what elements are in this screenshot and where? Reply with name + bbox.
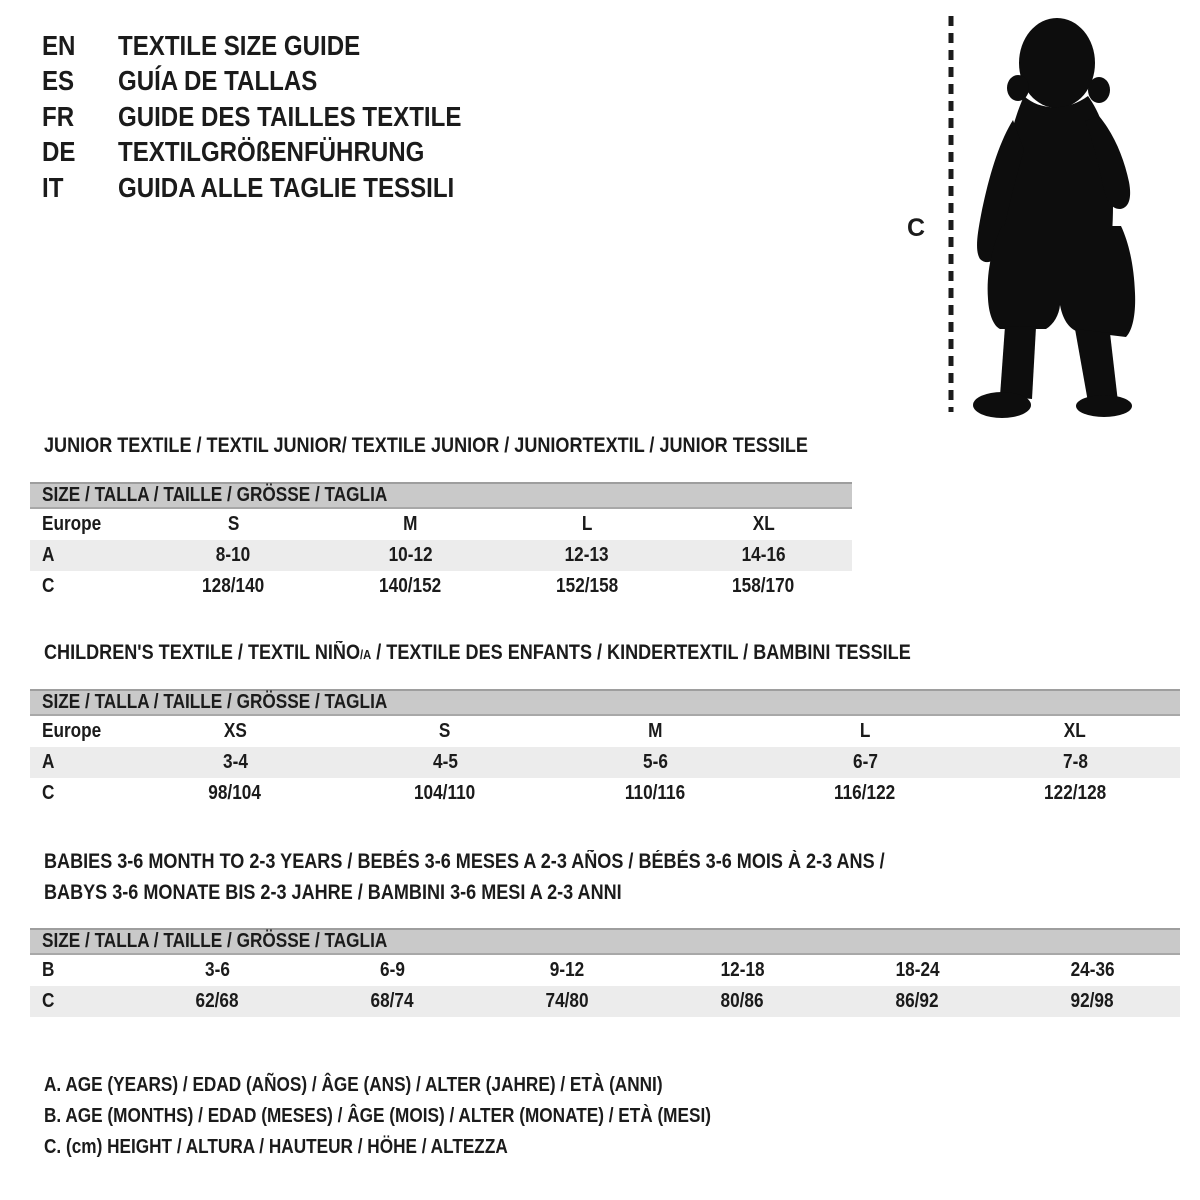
age-cell: 5-6 xyxy=(642,751,668,773)
table-row xyxy=(30,715,1180,747)
age-cell: 3-6 xyxy=(205,959,230,981)
language-row xyxy=(42,170,517,206)
children-size-table xyxy=(30,689,1180,809)
language-row xyxy=(42,99,517,135)
table-row xyxy=(30,747,1180,778)
height-cell: 74/80 xyxy=(545,990,590,1012)
height-cell: 98/104 xyxy=(208,782,262,804)
language-code: DE xyxy=(42,136,76,168)
age-cell: 8-10 xyxy=(216,544,251,566)
row-label: Europe xyxy=(42,720,102,742)
language-row xyxy=(42,64,517,100)
language-label: TEXTILE SIZE GUIDE xyxy=(118,29,361,61)
junior-size-table xyxy=(30,482,852,602)
age-cell: 6-7 xyxy=(852,751,878,773)
language-code: ES xyxy=(42,65,75,97)
age-cell: 9-12 xyxy=(550,959,585,981)
height-cell: 140/152 xyxy=(379,575,442,597)
size-cell: L xyxy=(581,513,593,535)
age-cell: 3-4 xyxy=(222,751,248,773)
size-header-label: SIZE / TALLA / TAILLE / GRÖSSE / TAGLIA xyxy=(42,691,388,713)
size-header-label: SIZE / TALLA / TAILLE / GRÖSSE / TAGLIA xyxy=(42,484,388,506)
section-title-children: CHILDREN'S TEXTILE / TEXTIL NIÑO/A / TEXTILE DES ENFANTS / KINDERTEXTIL / BAMBINI TESSILE xyxy=(44,641,911,664)
section-title-babies xyxy=(44,846,1022,908)
language-code: FR xyxy=(42,100,75,132)
babies-title-line2: BABYS 3-6 MONATE BIS 2-3 JAHRE / BAMBINI 3-6 MESI A 2-3 ANNI xyxy=(44,881,622,904)
row-label: A xyxy=(42,751,55,773)
section-title-junior: JUNIOR TEXTILE / TEXTIL JUNIOR/ TEXTILE JUNIOR / JUNIORTEXTIL / JUNIOR TESSILE xyxy=(44,434,808,457)
height-cell: 152/158 xyxy=(555,575,618,597)
table-row xyxy=(30,778,1180,809)
baby-silhouette-icon xyxy=(920,10,1160,418)
size-header-row xyxy=(30,929,1180,954)
language-label: GUIDE DES TAILLES TEXTILE xyxy=(118,100,462,132)
babies-title-line1: BABIES 3-6 MONTH TO 2-3 YEARS / BEBÉS 3-6 MESES A 2-3 AÑOS / BÉBÉS 3-6 MOIS À 2-3 ANS / xyxy=(44,850,885,873)
age-cell: 10-12 xyxy=(388,544,433,566)
legend-line-c: C. (cm) HEIGHT / ALTURA / HAUTEUR / HÖHE / ALTEZZA xyxy=(44,1136,508,1158)
size-header-label: SIZE / TALLA / TAILLE / GRÖSSE / TAGLIA xyxy=(42,930,388,952)
size-cell: M xyxy=(647,720,663,742)
size-cell: S xyxy=(439,720,451,742)
age-cell: 4-5 xyxy=(432,751,458,773)
nino-a-subscript: /A xyxy=(360,647,372,662)
language-row xyxy=(42,28,517,64)
size-cell: M xyxy=(402,513,418,535)
size-cell: XL xyxy=(752,513,775,535)
language-label: GUÍA DE TALLAS xyxy=(118,65,318,97)
row-label: B xyxy=(42,959,55,981)
age-cell: 18-24 xyxy=(895,959,940,981)
height-cell: 110/116 xyxy=(624,782,686,804)
row-label: A xyxy=(42,544,55,566)
table-row xyxy=(30,954,1180,986)
height-cell: 86/92 xyxy=(895,990,940,1012)
size-cell: XS xyxy=(223,720,247,742)
babies-size-table xyxy=(30,928,1180,1017)
language-code: IT xyxy=(42,171,64,203)
age-cell: 14-16 xyxy=(741,544,786,566)
height-cell: 62/68 xyxy=(195,990,240,1012)
table-row xyxy=(30,986,1180,1017)
height-cell: 92/98 xyxy=(1070,990,1115,1012)
size-header-row xyxy=(30,483,852,508)
row-label: C xyxy=(42,575,55,597)
age-cell: 12-18 xyxy=(720,959,765,981)
legend-line-a: A. AGE (YEARS) / EDAD (AÑOS) / ÂGE (ANS) / ALTER (JAHRE) / ETÀ (ANNI) xyxy=(44,1074,663,1096)
language-code: EN xyxy=(42,29,76,61)
height-figure xyxy=(895,6,1165,424)
height-cell: 122/128 xyxy=(1043,782,1107,804)
height-measure-label: C xyxy=(907,214,926,242)
size-cell: S xyxy=(227,513,240,535)
height-cell: 116/122 xyxy=(834,782,896,804)
table-row xyxy=(30,571,852,602)
height-cell: 80/86 xyxy=(720,990,765,1012)
height-cell: 128/140 xyxy=(202,575,265,597)
age-cell: 6-9 xyxy=(380,959,405,981)
height-cell: 104/110 xyxy=(414,782,476,804)
size-cell: L xyxy=(859,720,871,742)
row-label: C xyxy=(42,990,55,1012)
table-row xyxy=(30,540,852,571)
row-label: C xyxy=(42,782,55,804)
table-row xyxy=(30,508,852,540)
size-cell: XL xyxy=(1064,720,1086,742)
language-label: GUIDA ALLE TAGLIE TESSILI xyxy=(118,171,455,203)
language-list xyxy=(42,28,517,206)
age-cell: 7-8 xyxy=(1062,751,1088,773)
height-cell: 68/74 xyxy=(370,990,415,1012)
age-cell: 24-36 xyxy=(1070,959,1115,981)
legend-line-b: B. AGE (MONTHS) / EDAD (MESES) / ÂGE (MOIS) / ALTER (MONATE) / ETÀ (MESI) xyxy=(44,1105,711,1127)
language-label: TEXTILGRÖßENFÜHRUNG xyxy=(118,136,425,168)
age-cell: 12-13 xyxy=(564,544,609,566)
height-cell: 158/170 xyxy=(732,575,795,597)
measurement-legend xyxy=(44,1070,820,1163)
language-row xyxy=(42,135,517,171)
size-header-row xyxy=(30,690,1180,715)
row-label: Europe xyxy=(42,513,102,535)
